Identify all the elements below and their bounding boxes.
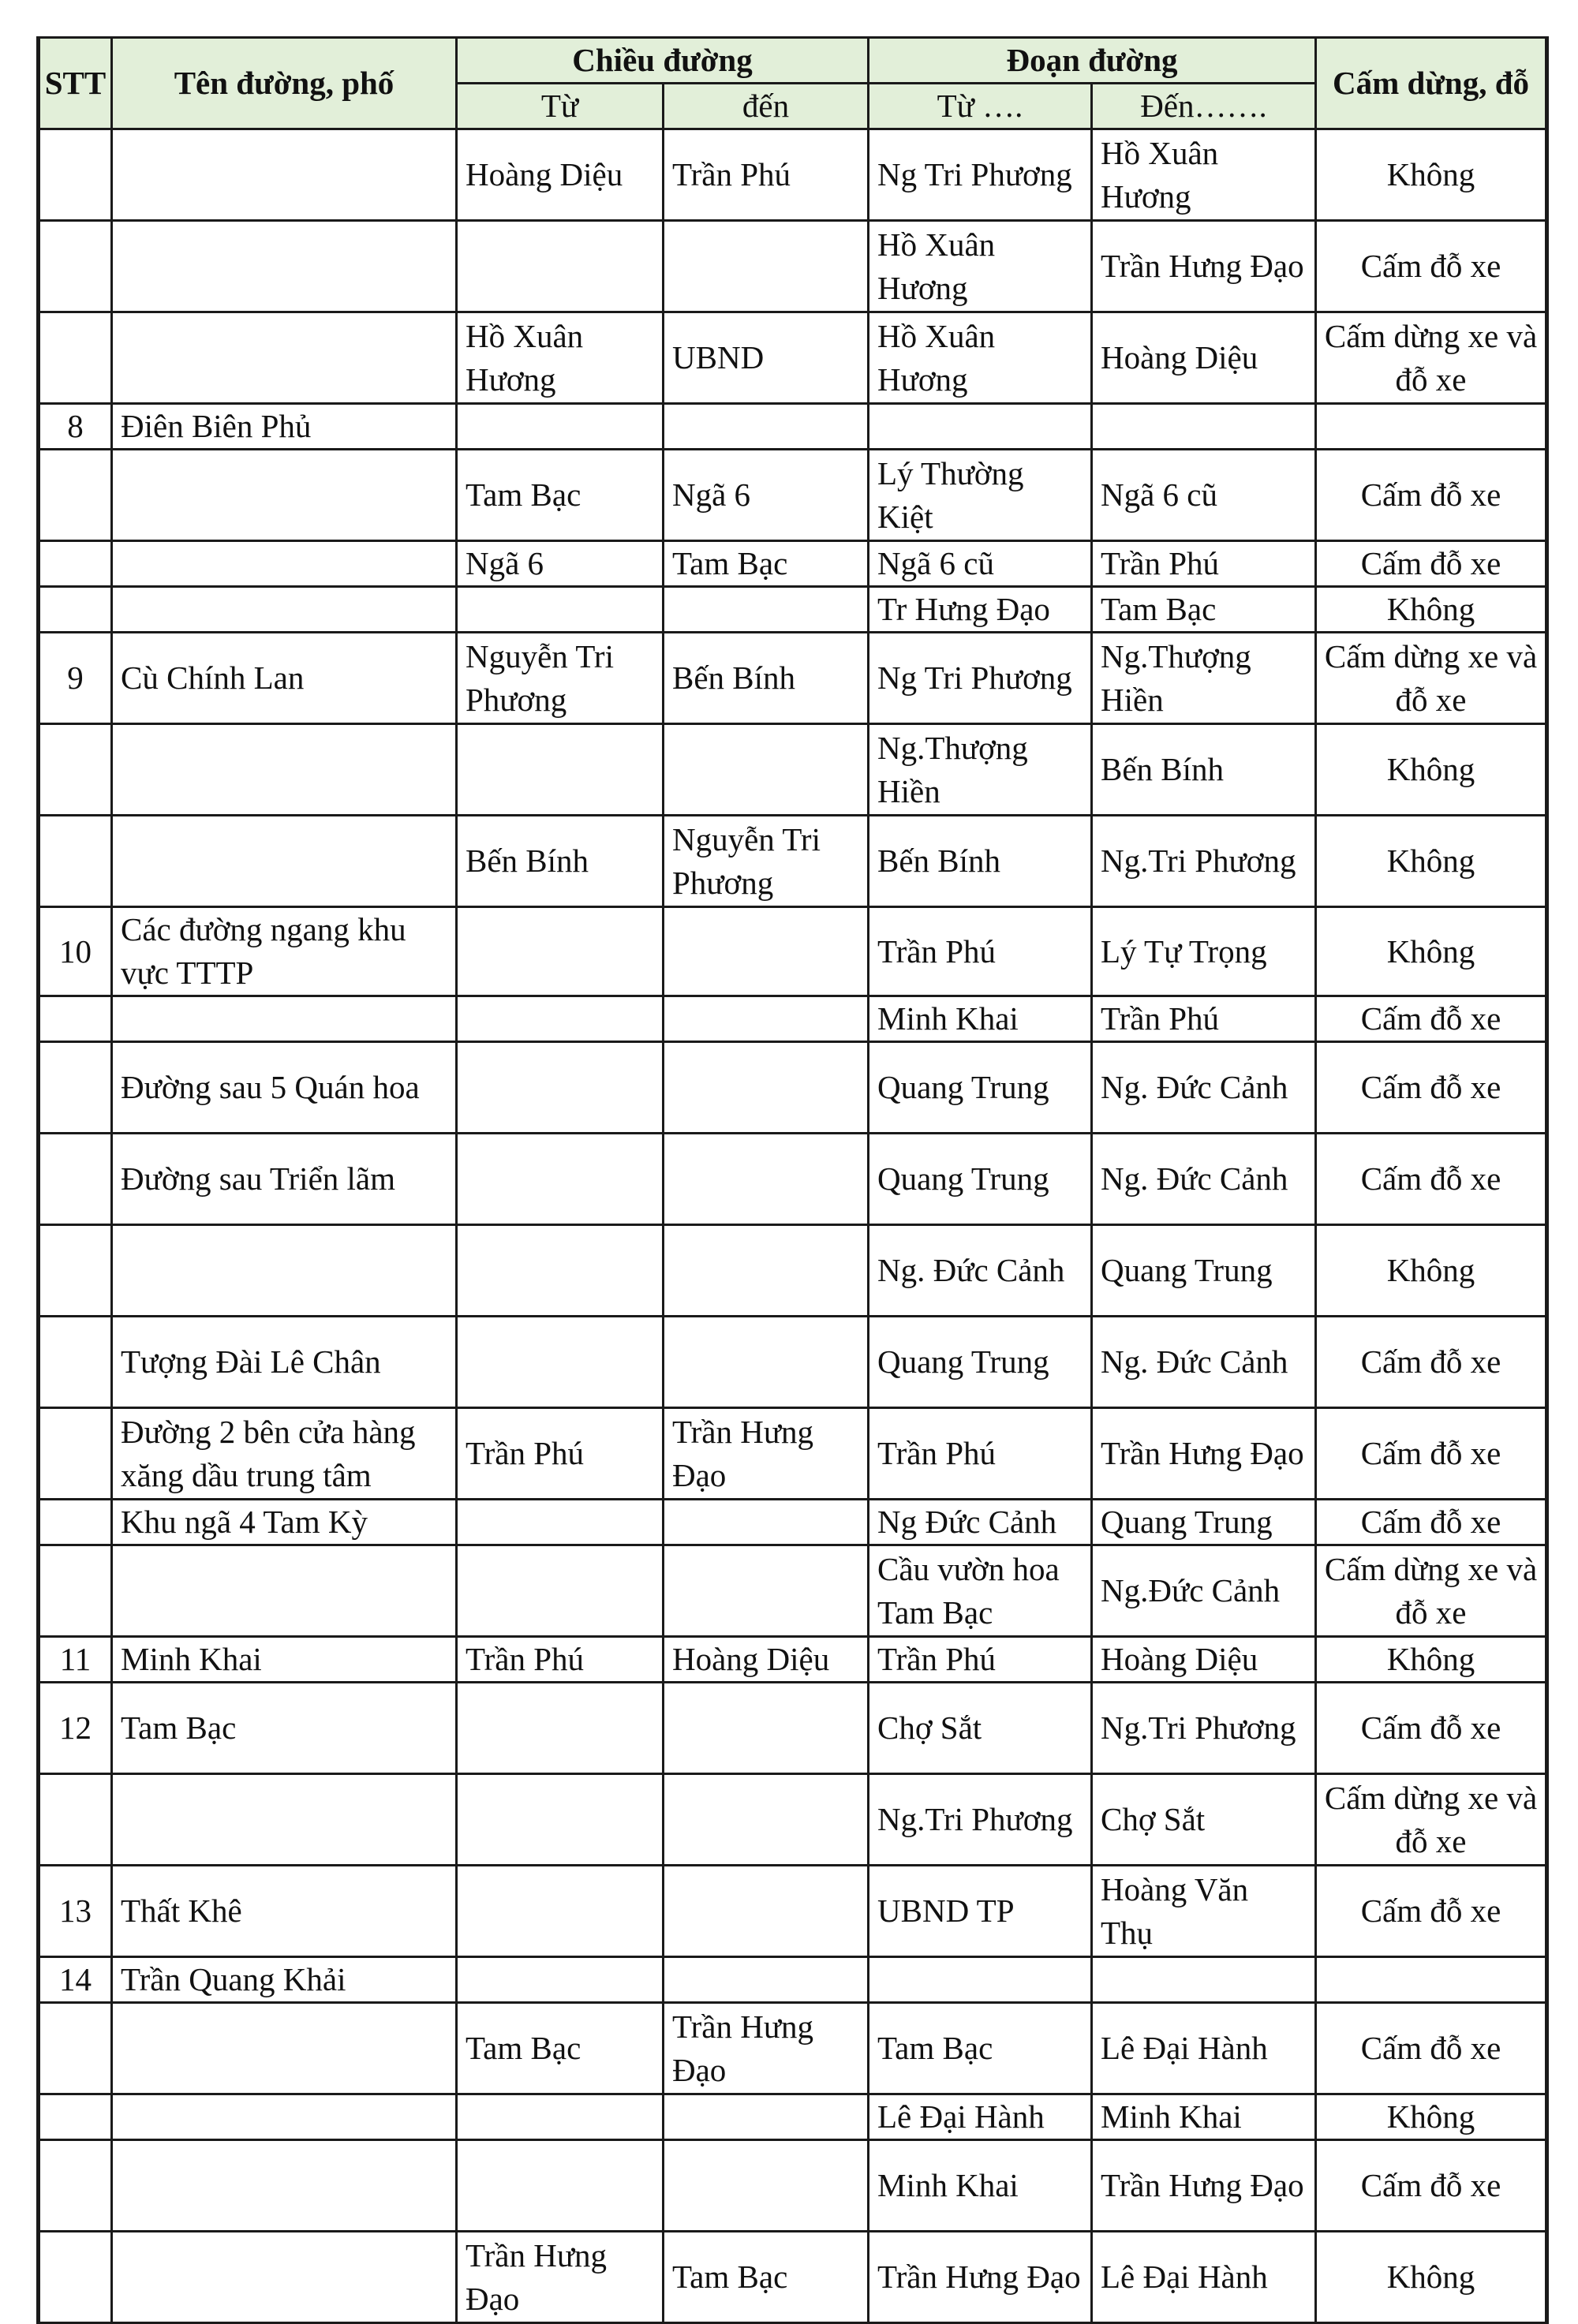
cell-direction-from: Tam Bạc: [457, 450, 664, 541]
cell-direction-to: [664, 1866, 869, 1957]
cell-street-name: [112, 816, 457, 907]
cell-stt: [39, 724, 112, 816]
cell-direction-from: [457, 1042, 664, 1134]
table-row: [39, 724, 1547, 816]
cell-street-name: [112, 587, 457, 633]
cell-direction-from: [457, 724, 664, 816]
header-direction-to: đến: [664, 84, 869, 129]
cell-segment-from: Ng Tri Phương: [869, 633, 1092, 724]
cell-restriction: [1316, 1957, 1547, 2003]
cell-direction-from: Trần Phú: [457, 1637, 664, 1683]
cell-direction-from: [457, 1500, 664, 1545]
cell-segment-from: Trần Phú: [869, 1408, 1092, 1500]
table-row: [39, 2003, 1547, 2094]
cell-restriction: Cấm đỗ xe: [1316, 2003, 1547, 2094]
table-row: [39, 1545, 1547, 1637]
cell-street-name: [112, 450, 457, 541]
cell-direction-to: [664, 1957, 869, 2003]
cell-restriction: Không: [1316, 2232, 1547, 2323]
cell-stt: [39, 2003, 112, 2094]
cell-stt: [39, 1225, 112, 1317]
cell-segment-from: Ngã 6 cũ: [869, 541, 1092, 587]
cell-segment-to: Ng.Tri Phương: [1092, 816, 1316, 907]
table-body: [39, 129, 1547, 2323]
cell-segment-to: Minh Khai: [1092, 2094, 1316, 2140]
table-row: [39, 2232, 1547, 2323]
cell-street-name: Các đường ngang khu vực TTTP: [112, 907, 457, 996]
cell-stt: 11: [39, 1637, 112, 1683]
cell-restriction: Cấm dừng xe và đỗ xe: [1316, 1774, 1547, 1866]
table-row: [39, 1500, 1547, 1545]
cell-direction-to: [664, 2140, 869, 2232]
cell-stt: [39, 129, 112, 221]
cell-direction-from: Trần Hưng Đạo: [457, 2232, 664, 2323]
cell-stt: 9: [39, 633, 112, 724]
cell-street-name: [112, 1225, 457, 1317]
cell-restriction: Không: [1316, 2094, 1547, 2140]
header-direction: Chiều đường: [457, 38, 869, 84]
cell-segment-from: Minh Khai: [869, 996, 1092, 1042]
cell-direction-to: [664, 1134, 869, 1225]
cell-segment-to: Hồ Xuân Hương: [1092, 129, 1316, 221]
cell-restriction: Không: [1316, 816, 1547, 907]
cell-street-name: [112, 2094, 457, 2140]
table-row: [39, 1134, 1547, 1225]
cell-direction-to: [664, 1317, 869, 1408]
table-row: [39, 1683, 1547, 1774]
cell-street-name: Tượng Đài Lê Chân: [112, 1317, 457, 1408]
cell-direction-to: Nguyễn Tri Phương: [664, 816, 869, 907]
cell-restriction: Cấm dừng xe và đỗ xe: [1316, 1545, 1547, 1637]
cell-direction-to: [664, 996, 869, 1042]
cell-segment-to: Trần Phú: [1092, 996, 1316, 1042]
header-direction-from: Từ: [457, 84, 664, 129]
cell-direction-to: Trần Phú: [664, 129, 869, 221]
cell-stt: 13: [39, 1866, 112, 1957]
cell-direction-from: [457, 587, 664, 633]
cell-street-name: [112, 1545, 457, 1637]
header-stt: STT: [39, 38, 112, 129]
cell-segment-from: Ng Đức Cảnh: [869, 1500, 1092, 1545]
cell-segment-from: Quang Trung: [869, 1317, 1092, 1408]
cell-segment-to: Tam Bạc: [1092, 587, 1316, 633]
cell-restriction: Không: [1316, 587, 1547, 633]
cell-street-name: [112, 129, 457, 221]
cell-direction-from: [457, 2140, 664, 2232]
cell-stt: [39, 2232, 112, 2323]
cell-street-name: [112, 541, 457, 587]
cell-segment-from: [869, 404, 1092, 450]
cell-segment-from: Minh Khai: [869, 2140, 1092, 2232]
cell-direction-to: Trần Hưng Đạo: [664, 1408, 869, 1500]
cell-segment-to: Hoàng Diệu: [1092, 1637, 1316, 1683]
cell-segment-to: Ng. Đức Cảnh: [1092, 1317, 1316, 1408]
cell-direction-from: Tam Bạc: [457, 2003, 664, 2094]
cell-stt: [39, 221, 112, 312]
cell-stt: [39, 1134, 112, 1225]
cell-stt: 12: [39, 1683, 112, 1774]
cell-street-name: Tam Bạc: [112, 1683, 457, 1774]
header-street-name: Tên đường, phố: [112, 38, 457, 129]
cell-stt: [39, 1774, 112, 1866]
cell-segment-to: Quang Trung: [1092, 1225, 1316, 1317]
cell-direction-to: [664, 724, 869, 816]
table-row: [39, 587, 1547, 633]
cell-segment-to: Hoàng Văn Thụ: [1092, 1866, 1316, 1957]
cell-segment-from: Chợ Sắt: [869, 1683, 1092, 1774]
cell-segment-to: Quang Trung: [1092, 1500, 1316, 1545]
table-row: [39, 404, 1547, 450]
cell-street-name: Cù Chính Lan: [112, 633, 457, 724]
cell-direction-from: [457, 404, 664, 450]
cell-direction-from: [457, 1683, 664, 1774]
cell-street-name: [112, 312, 457, 404]
cell-street-name: Trần Quang Khải: [112, 1957, 457, 2003]
cell-direction-to: Ngã 6: [664, 450, 869, 541]
cell-segment-from: Trần Hưng Đạo: [869, 2232, 1092, 2323]
cell-restriction: Cấm đỗ xe: [1316, 2140, 1547, 2232]
table-row: [39, 312, 1547, 404]
cell-direction-from: Hồ Xuân Hương: [457, 312, 664, 404]
cell-stt: [39, 450, 112, 541]
cell-restriction: Không: [1316, 129, 1547, 221]
cell-restriction: Cấm đỗ xe: [1316, 221, 1547, 312]
cell-segment-to: Ng.Tri Phương: [1092, 1683, 1316, 1774]
cell-segment-from: Ng Tri Phương: [869, 129, 1092, 221]
cell-restriction: Cấm đỗ xe: [1316, 1042, 1547, 1134]
cell-direction-from: Hoàng Diệu: [457, 129, 664, 221]
cell-street-name: [112, 2140, 457, 2232]
cell-segment-to: Ng. Đức Cảnh: [1092, 1134, 1316, 1225]
cell-segment-from: Bến Bính: [869, 816, 1092, 907]
cell-segment-from: Quang Trung: [869, 1042, 1092, 1134]
cell-direction-from: [457, 1134, 664, 1225]
cell-restriction: Cấm dừng xe và đỗ xe: [1316, 633, 1547, 724]
cell-segment-from: Lê Đại Hành: [869, 2094, 1092, 2140]
cell-restriction: Cấm đỗ xe: [1316, 1500, 1547, 1545]
cell-restriction: Cấm đỗ xe: [1316, 1408, 1547, 1500]
cell-street-name: Đường sau Triển lãm: [112, 1134, 457, 1225]
cell-direction-from: Ngã 6: [457, 541, 664, 587]
cell-segment-from: UBND TP: [869, 1866, 1092, 1957]
cell-direction-from: [457, 1225, 664, 1317]
table-row: [39, 1225, 1547, 1317]
cell-street-name: [112, 2003, 457, 2094]
cell-restriction: Cấm đỗ xe: [1316, 1317, 1547, 1408]
cell-stt: 14: [39, 1957, 112, 2003]
cell-segment-from: Hồ Xuân Hương: [869, 221, 1092, 312]
cell-stt: [39, 1317, 112, 1408]
table-row: [39, 221, 1547, 312]
cell-restriction: Cấm đỗ xe: [1316, 541, 1547, 587]
cell-segment-from: [869, 1957, 1092, 2003]
table-row: [39, 450, 1547, 541]
cell-segment-to: [1092, 404, 1316, 450]
cell-segment-to: Trần Hưng Đạo: [1092, 1408, 1316, 1500]
cell-direction-to: [664, 1042, 869, 1134]
table-row: [39, 1774, 1547, 1866]
cell-direction-from: [457, 996, 664, 1042]
cell-segment-from: Cầu vườn hoa Tam Bạc: [869, 1545, 1092, 1637]
cell-segment-to: Trần Hưng Đạo: [1092, 221, 1316, 312]
cell-direction-to: [664, 2094, 869, 2140]
cell-street-name: [112, 996, 457, 1042]
cell-street-name: Điên Biên Phủ: [112, 404, 457, 450]
cell-street-name: [112, 221, 457, 312]
cell-stt: 10: [39, 907, 112, 996]
cell-restriction: Không: [1316, 1225, 1547, 1317]
cell-street-name: Thất Khê: [112, 1866, 457, 1957]
cell-segment-to: Ng.Thượng Hiền: [1092, 633, 1316, 724]
table-row: [39, 2094, 1547, 2140]
cell-restriction: Cấm dừng xe và đỗ xe: [1316, 312, 1547, 404]
table-row: [39, 1866, 1547, 1957]
table-row: [39, 1408, 1547, 1500]
cell-street-name: [112, 724, 457, 816]
cell-segment-to: Ng.Đức Cảnh: [1092, 1545, 1316, 1637]
table-row: [39, 2140, 1547, 2232]
table-row: [39, 633, 1547, 724]
cell-stt: [39, 541, 112, 587]
cell-direction-to: [664, 1500, 869, 1545]
cell-restriction: Cấm đỗ xe: [1316, 1134, 1547, 1225]
cell-segment-from: Trần Phú: [869, 1637, 1092, 1683]
cell-segment-from: Lý Thường Kiệt: [869, 450, 1092, 541]
cell-direction-to: Tam Bạc: [664, 541, 869, 587]
cell-direction-from: [457, 1957, 664, 2003]
cell-segment-to: [1092, 1957, 1316, 2003]
cell-direction-from: [457, 2094, 664, 2140]
cell-segment-to: Lê Đại Hành: [1092, 2003, 1316, 2094]
cell-direction-to: [664, 1683, 869, 1774]
cell-segment-to: Lý Tự Trọng: [1092, 907, 1316, 996]
cell-segment-to: Ngã 6 cũ: [1092, 450, 1316, 541]
cell-direction-from: Nguyễn Tri Phương: [457, 633, 664, 724]
cell-direction-to: [664, 1545, 869, 1637]
cell-stt: [39, 1408, 112, 1500]
cell-street-name: [112, 2232, 457, 2323]
cell-restriction: Cấm đỗ xe: [1316, 996, 1547, 1042]
cell-direction-to: [664, 587, 869, 633]
cell-segment-from: Ng.Tri Phương: [869, 1774, 1092, 1866]
table-row: [39, 129, 1547, 221]
cell-direction-from: [457, 1866, 664, 1957]
cell-segment-from: Hồ Xuân Hương: [869, 312, 1092, 404]
cell-street-name: Minh Khai: [112, 1637, 457, 1683]
header-segment-from: Từ ….: [869, 84, 1092, 129]
cell-segment-from: Quang Trung: [869, 1134, 1092, 1225]
table-row: [39, 1317, 1547, 1408]
cell-direction-to: UBND: [664, 312, 869, 404]
cell-direction-from: [457, 1317, 664, 1408]
cell-direction-from: [457, 907, 664, 996]
cell-segment-from: Tr Hưng Đạo: [869, 587, 1092, 633]
cell-direction-to: Bến Bính: [664, 633, 869, 724]
cell-segment-to: Hoàng Diệu: [1092, 312, 1316, 404]
cell-segment-from: Ng. Đức Cảnh: [869, 1225, 1092, 1317]
cell-direction-from: Bến Bính: [457, 816, 664, 907]
cell-direction-from: Trần Phú: [457, 1408, 664, 1500]
cell-restriction: Cấm đỗ xe: [1316, 1866, 1547, 1957]
header-restriction: Cấm dừng, đỗ: [1316, 38, 1547, 129]
cell-direction-to: [664, 1774, 869, 1866]
cell-segment-from: Ng.Thượng Hiền: [869, 724, 1092, 816]
cell-restriction: Không: [1316, 907, 1547, 996]
cell-segment-to: Ng. Đức Cảnh: [1092, 1042, 1316, 1134]
cell-direction-to: Hoàng Diệu: [664, 1637, 869, 1683]
cell-segment-to: Chợ Sắt: [1092, 1774, 1316, 1866]
cell-direction-to: [664, 221, 869, 312]
cell-stt: [39, 587, 112, 633]
cell-direction-to: Tam Bạc: [664, 2232, 869, 2323]
cell-direction-to: [664, 907, 869, 996]
header-segment-to: Đến…….: [1092, 84, 1316, 129]
cell-stt: [39, 1042, 112, 1134]
cell-restriction: Không: [1316, 1637, 1547, 1683]
cell-direction-from: [457, 221, 664, 312]
traffic-regulation-table: [36, 36, 1549, 2324]
cell-stt: [39, 1500, 112, 1545]
table-row: [39, 1637, 1547, 1683]
cell-direction-from: [457, 1545, 664, 1637]
cell-street-name: Đường sau 5 Quán hoa: [112, 1042, 457, 1134]
table-row: [39, 816, 1547, 907]
cell-segment-to: Bến Bính: [1092, 724, 1316, 816]
cell-stt: [39, 1545, 112, 1637]
cell-direction-to: Trần Hưng Đạo: [664, 2003, 869, 2094]
cell-street-name: Đường 2 bên cửa hàng xăng dầu trung tâm: [112, 1408, 457, 1500]
cell-stt: [39, 312, 112, 404]
cell-restriction: [1316, 404, 1547, 450]
cell-segment-from: Tam Bạc: [869, 2003, 1092, 2094]
cell-stt: [39, 816, 112, 907]
cell-street-name: Khu ngã 4 Tam Kỳ: [112, 1500, 457, 1545]
cell-direction-to: [664, 1225, 869, 1317]
cell-stt: [39, 2140, 112, 2232]
cell-stt: [39, 2094, 112, 2140]
cell-segment-to: Trần Phú: [1092, 541, 1316, 587]
table-row: [39, 1042, 1547, 1134]
cell-restriction: Cấm đỗ xe: [1316, 1683, 1547, 1774]
table-row: [39, 996, 1547, 1042]
cell-direction-to: [664, 404, 869, 450]
table-row: [39, 541, 1547, 587]
cell-street-name: [112, 1774, 457, 1866]
table-row: [39, 907, 1547, 996]
header-segment: Đoạn đường: [869, 38, 1316, 84]
cell-stt: 8: [39, 404, 112, 450]
cell-restriction: Cấm đỗ xe: [1316, 450, 1547, 541]
cell-stt: [39, 996, 112, 1042]
cell-segment-to: Lê Đại Hành: [1092, 2232, 1316, 2323]
cell-segment-to: Trần Hưng Đạo: [1092, 2140, 1316, 2232]
cell-segment-from: Trần Phú: [869, 907, 1092, 996]
table-row: [39, 1957, 1547, 2003]
cell-restriction: Không: [1316, 724, 1547, 816]
cell-direction-from: [457, 1774, 664, 1866]
